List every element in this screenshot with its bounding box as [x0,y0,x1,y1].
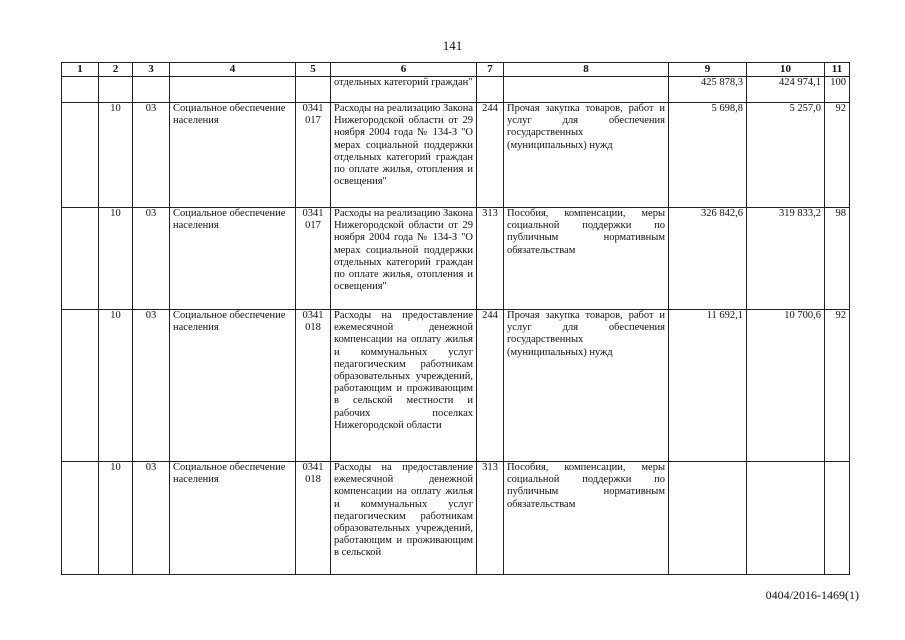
table-row [62,208,850,310]
table-row [62,77,850,103]
column-header: 1 [62,63,99,77]
approved-amount: 5 698,8 [669,103,747,208]
expense-type-name: Пособия, компенсации, меры социальной поддержки по публичным нормативным обязательствам [504,208,669,310]
column-header: 10 [747,63,825,77]
executed-amount: 424 974,1 [747,77,825,103]
column-header: 4 [170,63,296,77]
approved-amount: 326 842,6 [669,208,747,310]
expense-type-name: Прочая закупка товаров, работ и услуг для обеспечения государственных (муниципальных) нужд [504,310,669,462]
subsection-code: 03 [133,208,170,310]
expense-description: Расходы на реализацию Закона Нижегородской области от 29 ноября 2004 года № 134-З "О мерах социальной поддержки отдельных категорий граждан по оплате жилья, отопления и освещения" [331,208,477,310]
header-row [62,63,850,77]
executed-amount: 10 700,6 [747,310,825,462]
column-header: 5 [296,63,331,77]
section-code: 10 [99,208,133,310]
executed-amount: 5 257,0 [747,103,825,208]
executed-amount [747,462,825,575]
column-header: 2 [99,63,133,77]
section-name: Социальное обеспечение населения [170,310,296,462]
section-code: 10 [99,310,133,462]
table-row [62,310,850,462]
section-name: Социальное обеспечение населения [170,462,296,575]
section-name: Социальное обеспечение населения [170,208,296,310]
column-header: 3 [133,63,170,77]
subsection-code: 03 [133,462,170,575]
section-code: 10 [99,462,133,575]
approved-amount [669,462,747,575]
expense-description: Расходы на реализацию Закона Нижегородской области от 29 ноября 2004 года № 134-З "О мерах социальной поддержки отдельных категорий граждан по оплате жилья, отопления и освещения" [331,103,477,208]
expense-description: Расходы на предоставление ежемесячной денежной компенсации на оплату жилья и коммунальных услуг педагогическим работникам образовательных учреждений, работающим и проживающим в сельской местности и рабочих поселках Нижегородской области [331,310,477,462]
expense-description: отдельных категорий граждан" [331,77,477,103]
column-header: 9 [669,63,747,77]
target-article-code: 0341 018 [296,462,331,575]
executed-amount: 319 833,2 [747,208,825,310]
column-header: 7 [477,63,504,77]
expense-type-code: 313 [477,462,504,575]
section-code: 10 [99,103,133,208]
target-article-code: 0341 018 [296,310,331,462]
table-row [62,103,850,208]
column-header: 8 [504,63,669,77]
subsection-code: 03 [133,310,170,462]
approved-amount: 11 692,1 [669,310,747,462]
expense-type-name: Пособия, компенсации, меры социальной поддержки по публичным нормативным обязательствам [504,462,669,575]
target-article-code: 0341 017 [296,103,331,208]
expense-description: Расходы на предоставление ежемесячной денежной компенсации на оплату жилья и коммунальных услуг педагогическим работникам образовательных учреждений, работающим и проживающим в сельской [331,462,477,575]
execution-percent: 98 [825,208,850,310]
expense-type-name: Прочая закупка товаров, работ и услуг для обеспечения государственных (муниципальных) нужд [504,103,669,208]
document-code: 0404/2016-1469(1) [765,588,859,602]
expense-type-code: 313 [477,208,504,310]
expense-type-code: 244 [477,310,504,462]
column-header: 6 [331,63,477,77]
subsection-code: 03 [133,103,170,208]
expense-type-code: 244 [477,103,504,208]
page-number: 141 [442,38,463,53]
execution-percent: 100 [825,77,850,103]
budget-table [61,62,850,575]
section-name: Социальное обеспечение населения [170,103,296,208]
target-article-code: 0341 017 [296,208,331,310]
execution-percent: 92 [825,103,850,208]
table-row [62,462,850,575]
approved-amount: 425 878,3 [669,77,747,103]
column-header: 11 [825,63,850,77]
execution-percent [825,462,850,575]
execution-percent: 92 [825,310,850,462]
